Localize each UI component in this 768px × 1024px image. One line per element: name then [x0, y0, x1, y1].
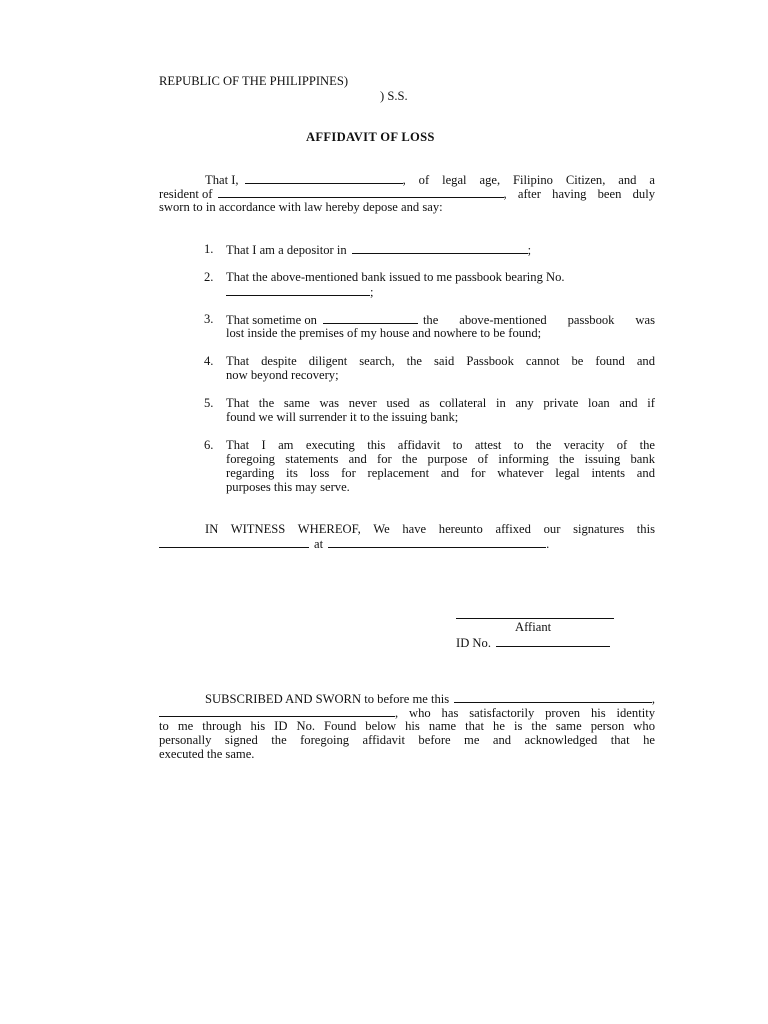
intro-line-3: sworn to in accordance with law hereby depose and say:	[159, 200, 443, 214]
item-6-line-1: That I am executing this affidavit to attest to the veracity of the	[226, 438, 655, 452]
name-blank[interactable]	[245, 172, 403, 184]
item-number: 3.	[204, 312, 214, 326]
item-2-text-b: ;	[370, 285, 374, 299]
item-5-line-2: found we will surrender it to the issuing bank;	[226, 410, 459, 424]
header-republic: REPUBLIC OF THE PHILIPPINES)	[159, 74, 349, 88]
item-number: 5.	[204, 396, 214, 410]
item-number: 6.	[204, 438, 214, 452]
item-3-text-a: That sometime on	[226, 313, 317, 327]
item-4-line-2: now beyond recovery;	[226, 368, 339, 382]
jurat-text-2: , who has satisfactorily proven his identity	[395, 706, 655, 720]
intro-text-1b: , of legal age, Filipino Citizen, and a	[402, 173, 655, 187]
intro-text-2a: resident of	[159, 187, 213, 201]
item-6-line-4: purposes this may serve.	[226, 480, 350, 494]
jurat-line-3: to me through his ID No. Found below his name that he is the same person who	[159, 719, 655, 733]
witness-line-1: IN WITNESS WHEREOF, We have hereunto affixed our signatures this	[205, 522, 655, 536]
item-3-text-b: the above-mentioned passbook was	[422, 313, 655, 327]
item-5-line-1: That the same was never used as collateral in any private loan and if	[226, 396, 655, 410]
jurat-line-5: executed the same.	[159, 747, 255, 761]
item-4-line-1: That despite diligent search, the said Passbook cannot be found and	[226, 354, 655, 368]
item-6-line-2: foregoing statements and for the purpose of informing the issuing bank	[226, 452, 655, 466]
item-6-line-3: regarding its loss for replacement and for whatever legal intents and	[226, 466, 655, 480]
item-number: 1.	[204, 242, 214, 256]
witness-date-blank[interactable]	[159, 536, 309, 548]
item-1-text	[226, 242, 531, 258]
affiant-label: Affiant	[515, 620, 552, 634]
jurat-text-1: SUBSCRIBED AND SWORN to before me this	[205, 692, 450, 706]
item-2-line-1: That the above-mentioned bank issued to me passbook bearing No.	[226, 270, 565, 284]
jurat-text-1-end: ,	[651, 692, 655, 706]
jurat-date-blank[interactable]	[454, 691, 652, 703]
id-number-blank[interactable]	[496, 635, 610, 647]
item-1-text-b: ;	[527, 243, 532, 257]
intro-text-1a: That I,	[205, 173, 239, 187]
jurat-name-blank[interactable]	[159, 705, 395, 717]
item-1-text-a: That I am a depositor in	[226, 243, 347, 257]
item-3-line-2: lost inside the premises of my house and nowhere to be found;	[226, 326, 542, 340]
bank-blank[interactable]	[352, 242, 528, 254]
jurat-line-4: personally signed the foregoing affidavit before me and acknowledged that he	[159, 733, 655, 747]
intro-text-2b: , after having been duly	[503, 187, 655, 201]
item-number: 2.	[204, 270, 214, 284]
residence-blank[interactable]	[218, 186, 504, 198]
id-number-row	[456, 635, 610, 651]
witness-place-blank[interactable]	[328, 536, 546, 548]
page-title: AFFIDAVIT OF LOSS	[306, 130, 435, 144]
passbook-number-blank[interactable]	[226, 284, 370, 296]
header-ss: ) S.S.	[380, 89, 408, 103]
item-2-line-2	[226, 284, 374, 300]
witness-end-text: .	[546, 537, 550, 551]
item-number: 4.	[204, 354, 214, 368]
witness-at-text: at	[314, 537, 324, 551]
date-lost-blank[interactable]	[323, 312, 418, 324]
witness-line-2	[159, 536, 549, 552]
affiant-signature-line[interactable]	[456, 618, 614, 619]
id-number-label: ID No.	[456, 636, 491, 650]
